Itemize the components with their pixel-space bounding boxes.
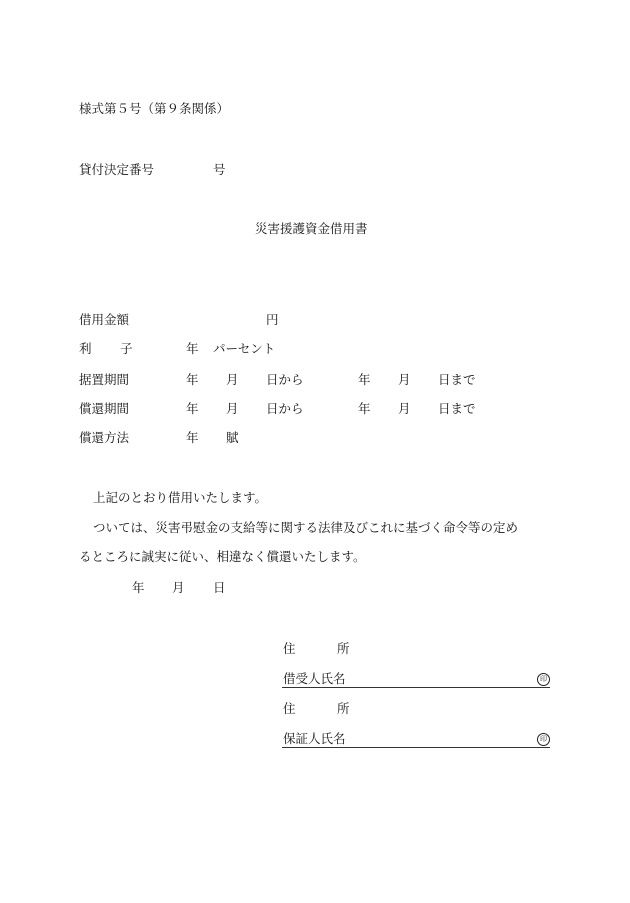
decision-number-label: 貸付決定番号 [79,162,155,177]
repayment-start-year: 年 [186,401,199,416]
deferment-start-year: 年 [186,372,199,387]
date-day: 日 [213,580,226,595]
guarantor-address-label-1: 住 [283,701,296,716]
amount-unit: 円 [266,312,279,327]
deferment-start-day: 日から [266,372,304,387]
guarantor-seal-icon: 印 [537,733,550,746]
interest-unit: パーセント [213,341,276,356]
repay-method-unit: 賦 [226,430,239,445]
repayment-start-day: 日から [266,401,304,416]
guarantor-address-label-2: 所 [337,701,350,716]
deferment-end-month: 月 [398,372,411,387]
repayment-label: 償還期間 [79,401,130,416]
repayment-start-month: 月 [226,401,239,416]
amount-label: 借用金額 [79,312,130,327]
form-number-label: 様式第５号（第９条関係） [79,101,230,116]
deferment-label: 据置期間 [79,372,130,387]
body-paragraph-2-line-2: るところに誠実に従い、相違なく償還いたします。 [79,549,366,564]
repayment-end-day: 日まで [438,401,476,416]
repay-method-label: 償還方法 [79,430,130,445]
repayment-end-year: 年 [358,401,371,416]
borrower-address-label-2: 所 [337,641,350,656]
date-month: 月 [172,580,185,595]
decision-number-suffix: 号 [213,162,226,177]
borrower-name-underline [282,687,550,688]
interest-year: 年 [186,341,199,356]
borrower-address-label-1: 住 [283,641,296,656]
body-paragraph-1: 上記のとおり借用いたします。 [93,490,268,505]
interest-label-2: 子 [120,341,133,356]
borrower-seal-icon: 印 [537,673,550,686]
guarantor-name-underline [282,747,550,748]
deferment-end-year: 年 [358,372,371,387]
repay-method-year: 年 [186,430,199,445]
document-title: 災害援護資金借用書 [255,221,368,236]
borrower-name-label: 借受人氏名 [283,671,346,686]
guarantor-name-label: 保証人氏名 [283,731,346,746]
date-year: 年 [132,580,145,595]
body-paragraph-2-line-1: ついては、災害弔慰金の支給等に関する法律及びこれに基づく命令等の定め [93,520,519,535]
repayment-end-month: 月 [398,401,411,416]
deferment-end-day: 日まで [438,372,476,387]
deferment-start-month: 月 [226,372,239,387]
interest-label-1: 利 [79,341,92,356]
